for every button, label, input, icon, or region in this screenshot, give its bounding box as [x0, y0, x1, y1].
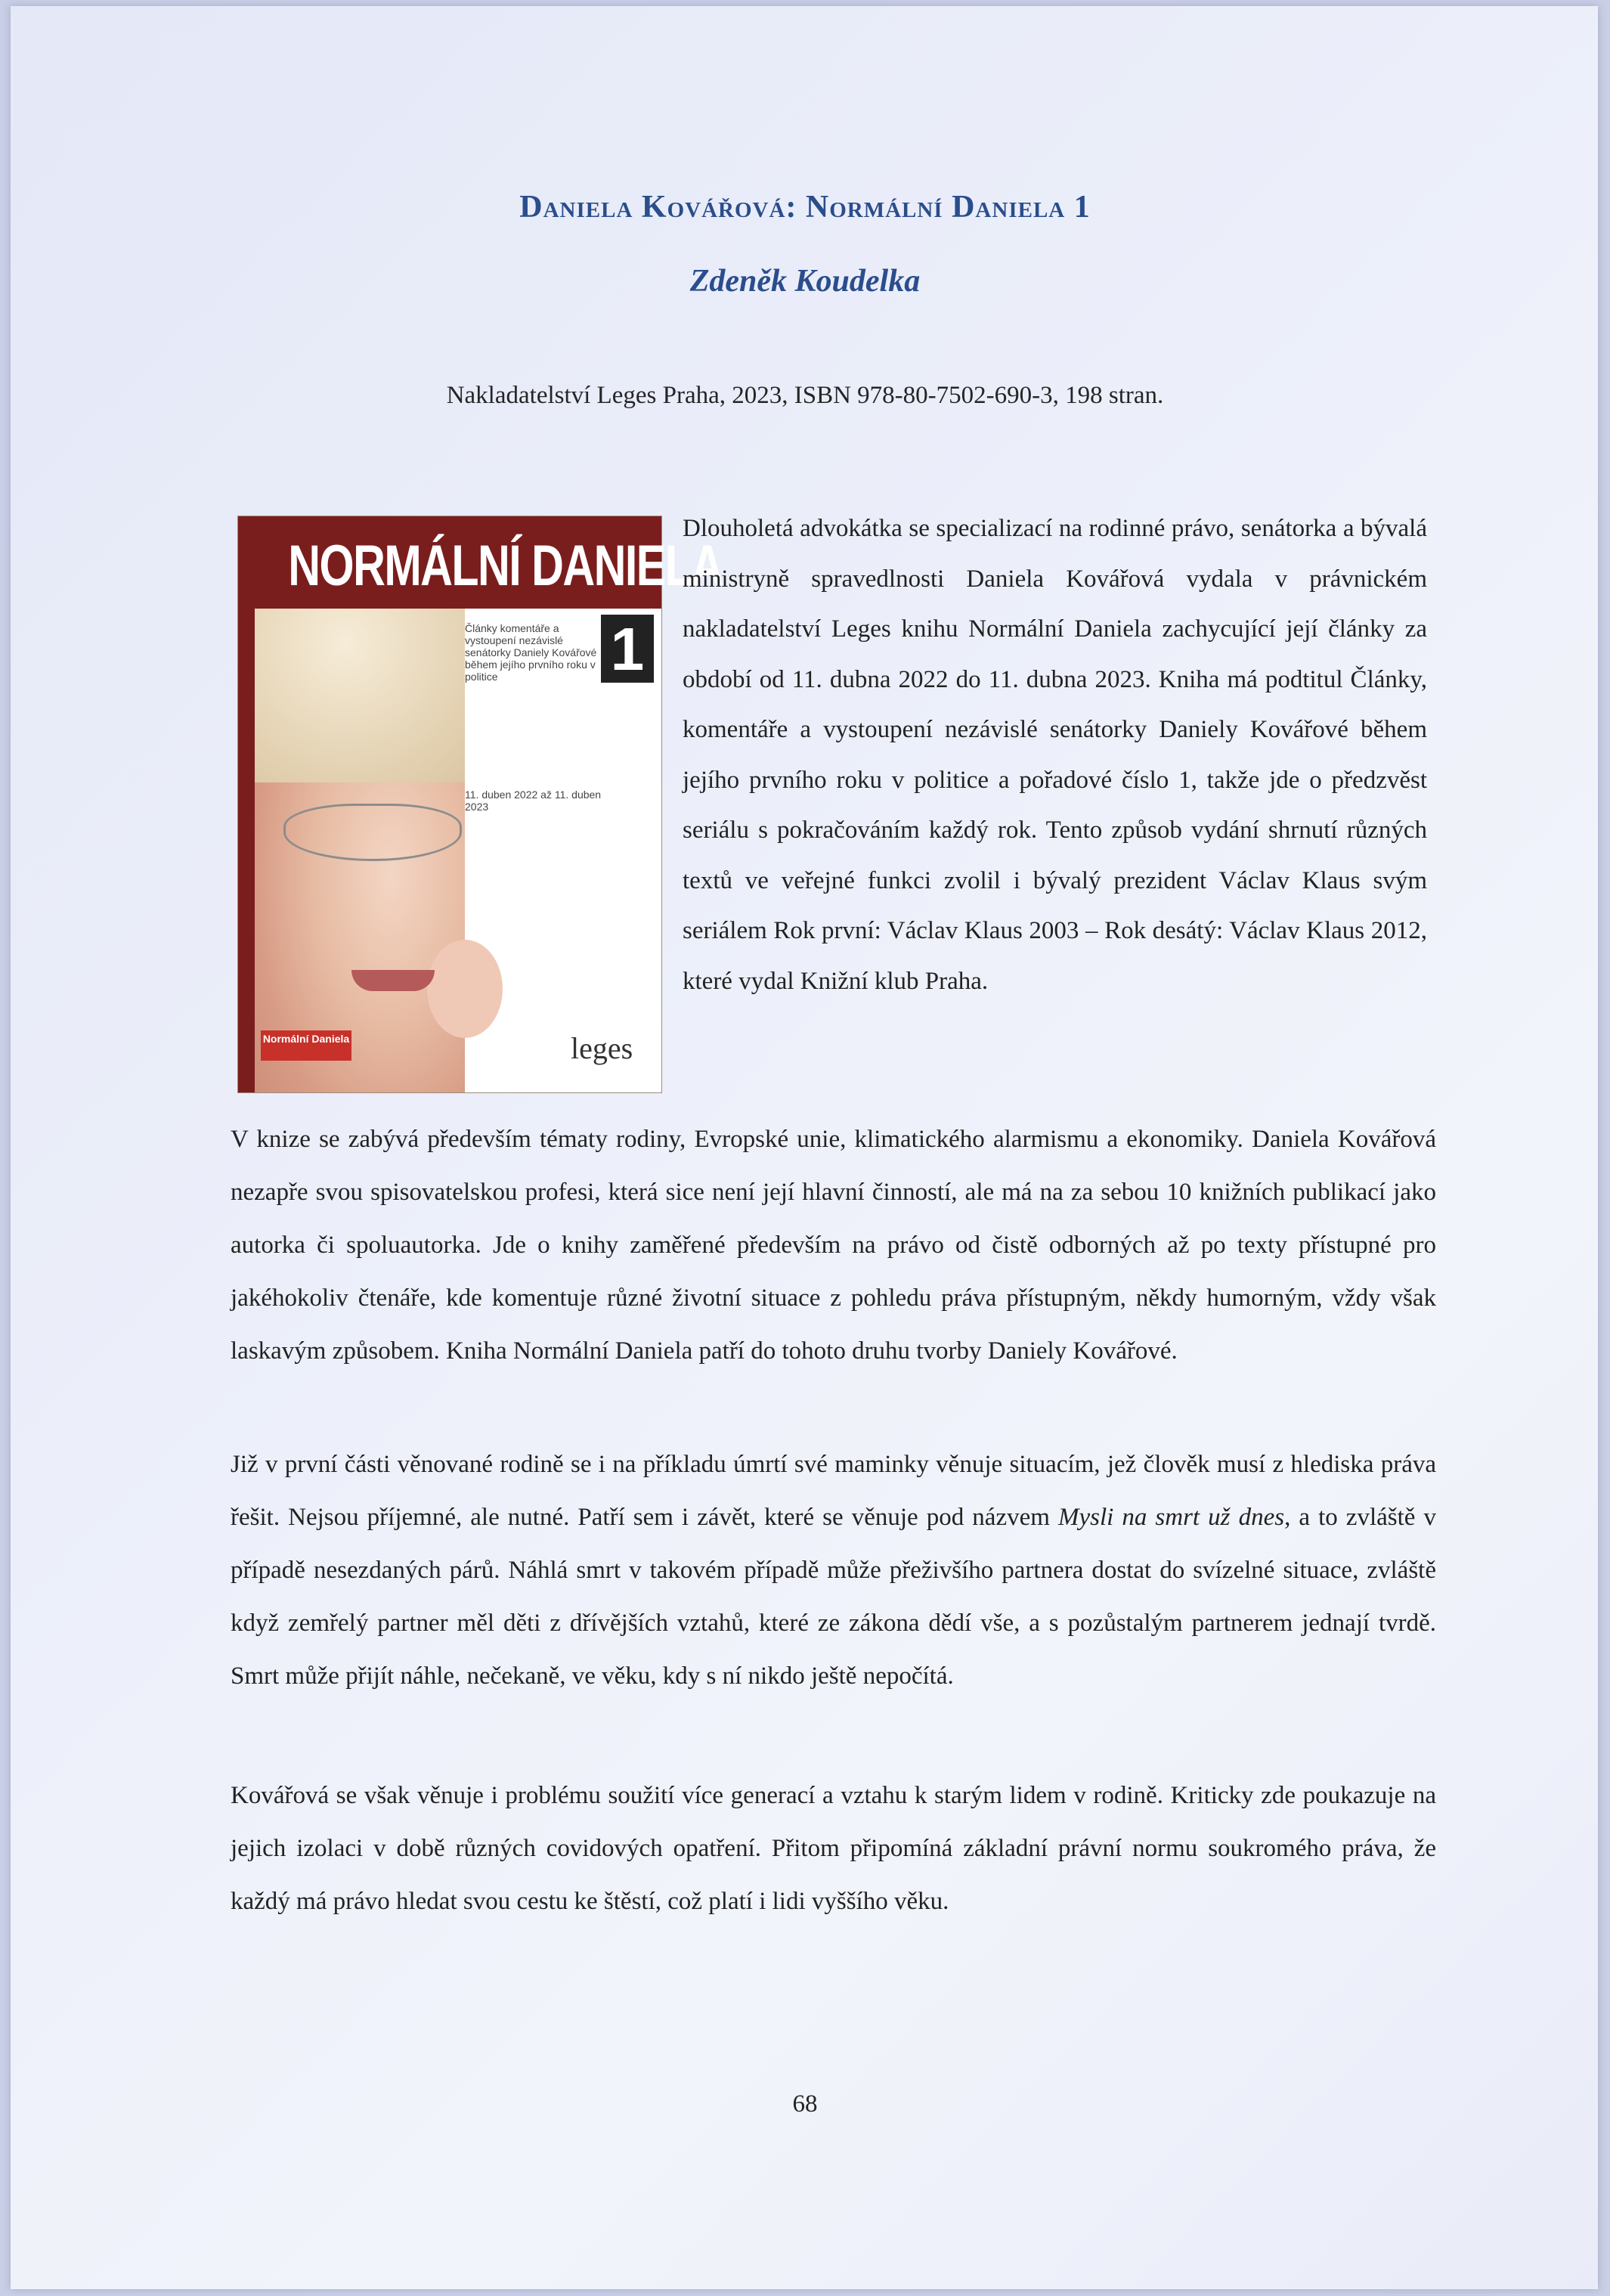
article-title: Daniela Kovářová: Normální Daniela 1 — [519, 190, 1091, 225]
paragraph-3-start: Již v první části věnované rodině se i na příkladu úmrtí své maminky věnuje situacím, jež člověk musí z hlediska práva řešit. Nejsou příjemné, ale nutné. Patří sem i závět, které se věnuje pod názvem — [231, 1451, 1436, 1531]
paragraph-3-text — [231, 1438, 1436, 1703]
cover-subtitle: Články komentáře a vystoupení nezávislé senátorky Daniely Kovářové během jejího prvního roku v politice — [465, 622, 597, 683]
cover-portrait-mouth — [351, 970, 435, 991]
cover-series-logo: Normální Daniela — [261, 1030, 351, 1061]
paragraph-3-end: , a to zvláště v případě nesezdaných párů. Náhlá smrt v takovém případě může přeživšího partnera dostat do svízelné situace, zvláště když zemřelý partner měl děti z dřívějších vztahů, které ze zákona dědí vše, a s pozůstalým partnerem jednají tvrdě. Smrt může přijít náhle, nečekaně, ve věku, kdy s ní nikdo ještě nepočítá. — [231, 1504, 1436, 1690]
paragraph-4-text: Kovářová se však věnuje i problému soužití více generací a vztahu k starým lidem v rodině. Kriticky zde poukazuje na jejich izolaci v době různých covidových opatření. Přitom připomíná základní právní normu soukromého práva, že každý má právo hledat svou cestu ke štěstí, což platí i lidi vyššího věku. — [231, 1782, 1436, 1915]
cover-portrait-hair — [255, 609, 481, 782]
cover-red-stripe — [238, 609, 255, 1092]
paragraph-lead — [683, 504, 1427, 1006]
book-cover-image — [237, 516, 723, 1093]
cover-publisher-logo: leges — [571, 1031, 633, 1065]
paragraph-lead-text: Dlouholetá advokátka se specializací na rodinné právo, senátorka a bývalá ministryně spravedlnosti Daniela Kovářová vydala v právnickém nakladatelství Leges knihu Normální Daniela zachycující její články za období od 11. dubna 2022 do 11. dubna 2023. Kniha má podtitul Články, komentáře a vystoupení nezávislé senátorky Daniely Kovářové během jejího prvního roku v politice a pořadové číslo 1, takže jde o předzvěst seriálu s pokračováním každý rok. Tento způsob vydání shrnutí různých textů ve veřejné funkci zvolil i bývalý prezident Václav Klaus svým seriálem Rok první: Václav Klaus 2003 – Rok desátý: Václav Klaus 2012, které vydal Knižní klub Praha. — [683, 515, 1427, 995]
article-author: Zdeněk Koudelka — [689, 264, 921, 299]
cover-dates: 11. duben 2022 až 11. duben 2023 — [465, 789, 602, 813]
cover-title: NORMÁLNÍ DANIELA — [288, 534, 723, 598]
publication-info: Nakladatelství Leges Praha, 2023, ISBN 978-80-7502-690-3, 198 stran. — [446, 382, 1164, 409]
cover-volume-number: 1 — [601, 615, 654, 683]
paragraph-3 — [231, 1438, 1436, 1703]
cover-portrait-glasses — [283, 804, 462, 861]
cover-portrait-cheek — [427, 940, 503, 1038]
paragraph-3-italic-title: Mysli na smrt už dnes — [1057, 1504, 1285, 1531]
paragraph-2-text: V knize se zabývá především tématy rodiny, Evropské unie, klimatického alarmismu a ekonomiky. Daniela Kovářová nezapře svou spisovatelskou profesi, která sice není její hlavní činností, ale má na za sebou 10 knižních publikací jako autorka či spoluautorka. Jde o knihy zaměřené především na právo od čistě odborných až po texty přístupné pro jakéhokoliv čtenáře, kde komentuje různé životní situace z pohledu práva přístupným, někdy humorným, vždy však laskavým způsobem. Kniha Normální Daniela patří do tohoto druhu tvorby Daniely Kovářové. — [231, 1126, 1436, 1365]
paragraph-2 — [231, 1113, 1436, 1377]
page-number: 68 — [792, 2090, 818, 2118]
paragraph-4 — [231, 1769, 1436, 1928]
